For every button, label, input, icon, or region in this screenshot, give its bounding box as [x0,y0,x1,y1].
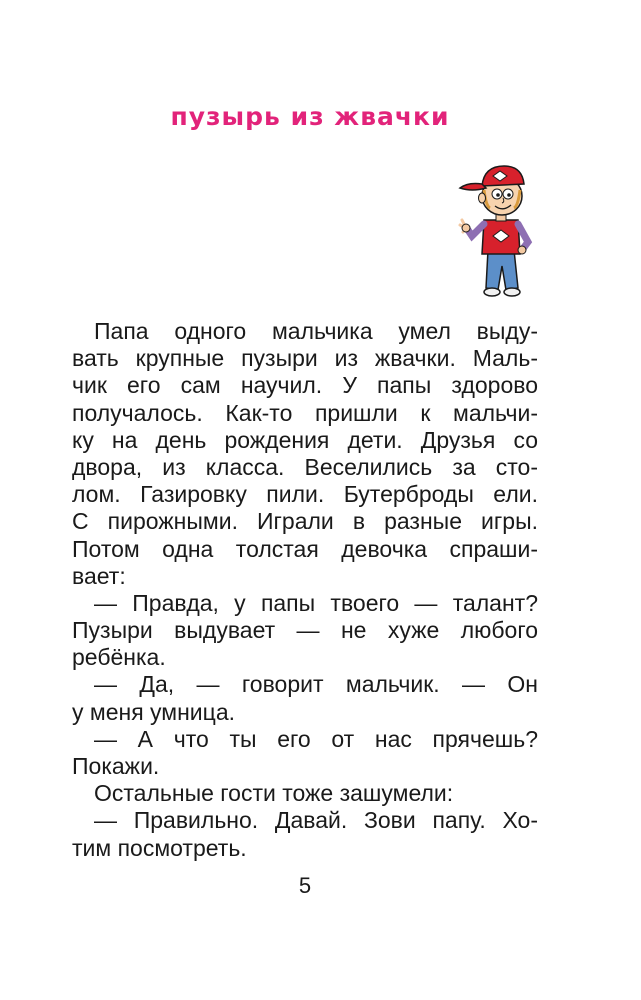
text-line: Покажи. [72,753,160,779]
text-line: Остальные гости тоже зашумели: [94,780,454,807]
text-line: лом. Газировку пили. Бутерброды ели. [72,481,538,508]
text-line: С пирожными. Играли в разные игры. [72,508,538,535]
text-line: Пузыри выдувает — не хуже любого [72,617,538,644]
text-line: — Правда, у папы твоего — талант? [94,589,538,616]
text-line: чик его сам научил. У папы здорово [72,372,538,399]
text-line: вает: [72,562,126,589]
text-line: ребёнка. [72,644,166,671]
text-line: Потом одна толстая девочка спраши- [72,535,538,562]
page-number: 5 [298,873,312,898]
story-title: пузырь из жвачки [170,102,450,131]
story-text [72,318,538,862]
text-line: вать крупные пузыри из жвачки. Маль- [72,345,538,372]
text-line: — Да, — говорит мальчик. — Он [94,671,538,698]
text-line: у меня умница. [72,698,235,725]
text-line: получалось. Как-то пришли к мальчи- [72,399,538,426]
text-line: тим посмотреть. [72,834,247,861]
text-line: ку на день рождения дети. Друзья со [72,426,538,453]
text-line: — А что ты его от нас прячешь? [94,725,538,752]
text-line: — Правильно. Давай. Зови папу. Хо- [94,807,538,834]
text-line: двора, из класса. Веселились за сто- [72,453,538,480]
boy-in-red-cap-icon [452,150,544,302]
text-line: Папа одного мальчика умел выду- [94,318,538,344]
